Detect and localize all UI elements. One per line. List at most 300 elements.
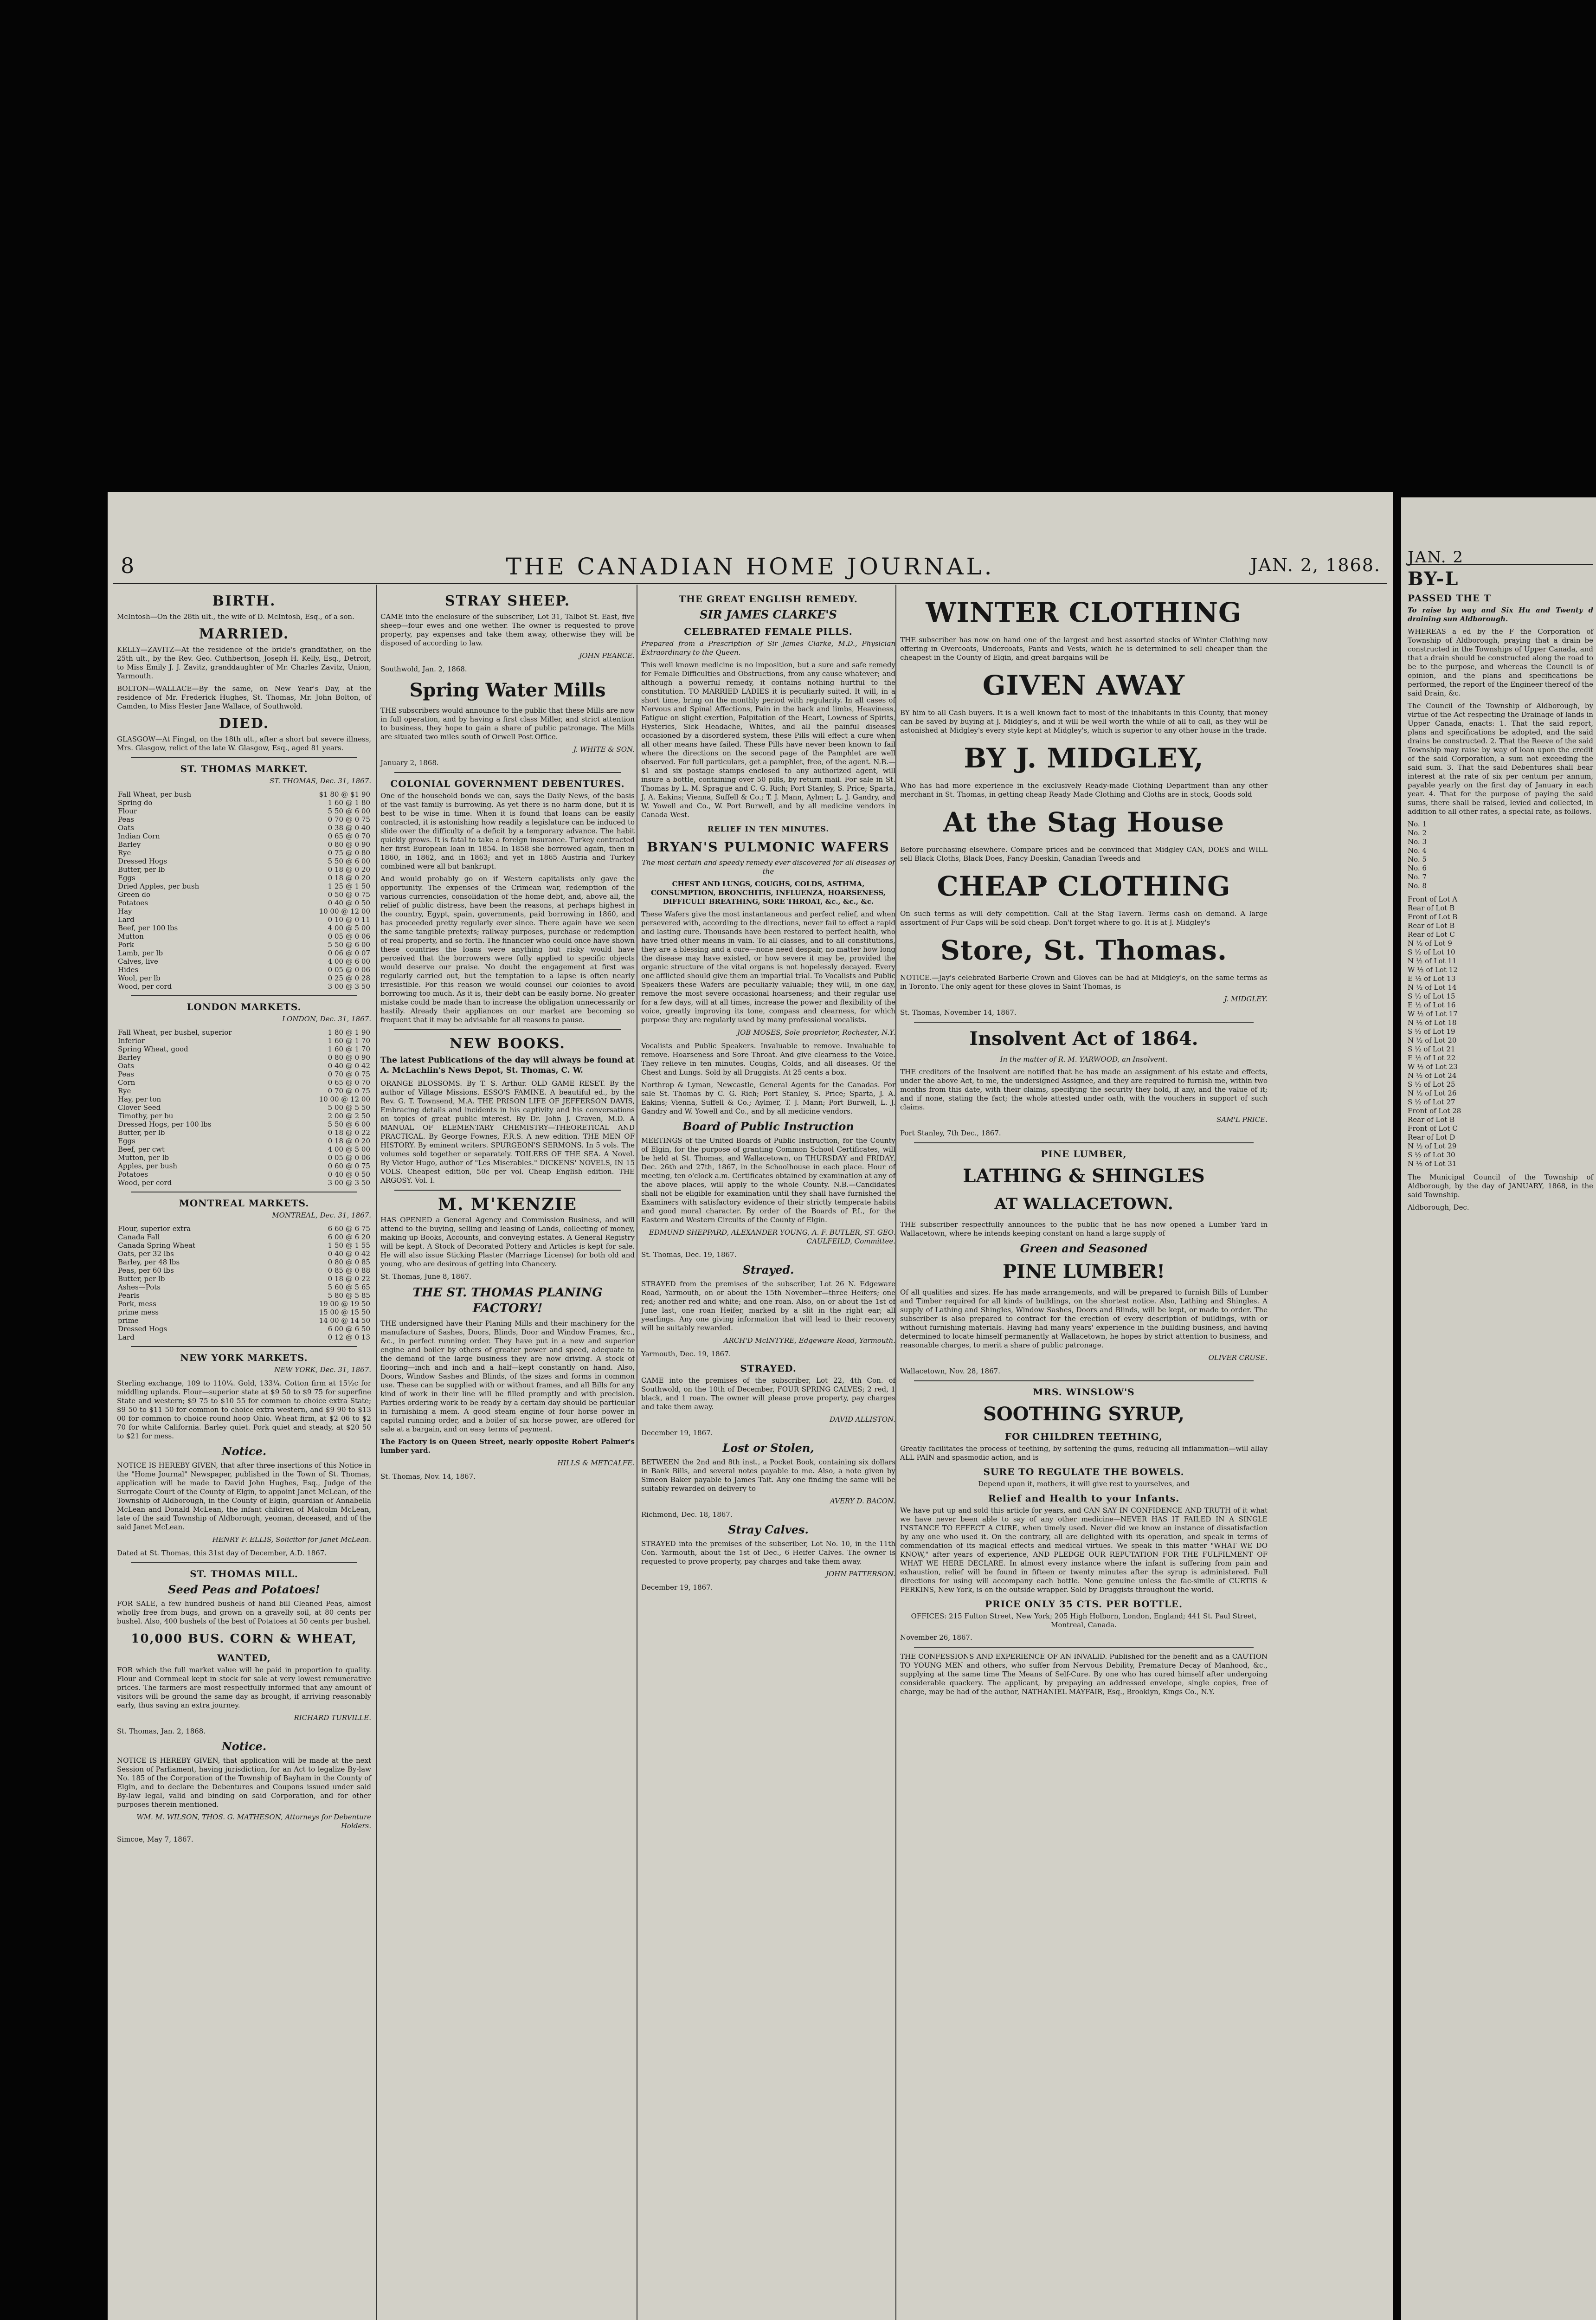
issue-date: JAN. 2, 1868. [1250,555,1381,575]
dateline: Simcoe, May 7, 1867. [117,1835,193,1843]
ad-note: NOTICE.—Jay's celebrated Barberie Crown and Gloves can be had at Midgley's, on the same terms as in Toronto. The only agent for these gloves in Saint Thomas, is [900,973,1268,991]
st-thomas-market-heading: ST. THOMAS MARKET. [180,763,308,774]
price-heading: PRICE ONLY 35 CTS. PER BOTTLE. [985,1598,1183,1610]
lot-item: Rear of Lot D [1408,1133,1455,1141]
commodity: Rye [118,1087,131,1095]
price: 0 18 @ 0 20 [328,1137,370,1145]
adjacent-page-content [1408,548,1593,1216]
lot-item: S ½ of Lot 15 [1408,992,1455,1000]
price: 1 25 @ 1 50 [328,882,370,890]
birth-heading: BIRTH. [212,593,276,609]
lot-item: E ½ of Lot 22 [1408,1054,1456,1062]
commodity: Timothy, per bu [118,1112,174,1120]
market-row [117,1062,371,1070]
market-row [117,1087,371,1095]
market-row [117,1250,371,1258]
bylaw-text: The Council of the Township of Aldborough, by virtue of the Act respecting the Drainage of lands in Upper Canada, enacts: 1. That the said report, plans and specifications be adopted, and the said drains be constructed. 2. That the Reeve of the said Township may raise by way of loan upon the credit of the said Corporation, a sum not exceeding the said sum. 3. That the said Debentures shall bear interest at the rate of six per centum per annum, payable yearly on the first day of January in each year. 4. That for the purpose of paying the said sums, there shall be raised, levied and collected, in addition to all other rates, a special rate, as follows. [1408,702,1593,816]
price: 0 40 @ 0 50 [328,899,370,907]
commodity: Pearls [118,1291,140,1300]
commodity: Apples, per bush [118,1162,177,1170]
planing-factory-heading: THE ST. THOMAS PLANING FACTORY! [412,1286,603,1315]
commodity: Wood, per cord [118,982,172,991]
pine-lumber-heading: PINE LUMBER, [1041,1148,1127,1160]
market-row [117,1095,371,1103]
column-4 [900,589,1268,1700]
commodity: Calves, live [118,957,158,966]
offices-text: OFFICES: 215 Fulton Street, New York; 205 High Holborn, London, England; 441 St. Paul Street, Montreal, Canada. [911,1612,1257,1629]
new-york-markets-heading: NEW YORK MARKETS. [180,1352,308,1363]
strayed-heading: STRAYED. [740,1363,797,1374]
price: $1 80 @ $1 90 [319,790,370,799]
notice-text: THE creditors of the Insolvent are notified that he has made an assignment of his estate and effects, under the above Act, to me, the undersigned Assignee, and they are required to furnish me, within two months from this date, with their claims, specifying the security they hold, if any, and the value of it; and if none, stating the fact; the whole attested under oath, with the vouchers in support of such claims. [900,1068,1268,1111]
commodity: Eggs [118,874,135,882]
market-row [117,915,371,924]
commodity: Dressed Hogs [118,1325,167,1333]
lot-item: W ½ of Lot 23 [1408,1063,1458,1071]
signature: ARCH'D McINTYRE, Edgeware Road, Yarmouth. [723,1336,895,1345]
market-row [117,1233,371,1241]
market-row [117,1120,371,1128]
commodity: Lamb, per lb [118,949,163,957]
notice-heading: Notice. [221,1444,267,1458]
commodity: Peas [118,1070,134,1078]
books-list: ORANGE BLOSSOMS. By T. S. Arthur. OLD GAME RESET. By the author of Village Missions. ESSO'S FAMINE. A beautiful ed., by the Rev. G. T. Townsend, M.A. THE PRISON LIFE OF JEFFERSON DAVIS, Embracing details and incidents in his captivity and his conversations on topics of great public interest. By Dr. John J. Craven, M.D. A MANUAL OF ELEMENTARY CHEMISTRY—THEORETICAL AND PRACTICAL. By George Fownes, F.R.S. A new edition. THE MEN OF HISTORY. By eminent writers. SPURGEON'S SERMONS. In 5 vols. The volumes sold together or separately. TOILERS OF THE SEA. A Novel. By Victor Hugo, author of "Les Miserables." DICKENS' NOVELS, IN 15 VOLS. Cheapest edition, 50c per vol. Cheap English edition. THE ARGOSY. Vol. I. [380,1079,635,1185]
ad-text: These Wafers give the most instantaneous and perfect relief, and when persevered with, according to the directions, never fail to effect a rapid and lasting cure. Thousands have been restored to perfect health, who have tried other means in vain. To all classes, and to all constitutions, they are a blessing and a cure—none need despair, no matter how long the disease may have existed, or how severe it may be, provided the organic structure of the vital organs is not hopelessly decayed. Every one afflicted should give them an impartial trial. To Vocalists and Public Speakers these Wafers are peculiarly valuable; they will, in one day, remove the most severe occasional hoarseness; and their regular use for a few days, will at all times, increase the power and flexibility of the voice, greatly improving its tone, compass and clearness, for which purpose they are regularly used by many professional vocalists. [641,910,895,1024]
birth-notice: McIntosh—On the 28th ult., the wife of D. McIntosh, Esq., of a son. [117,612,354,621]
stray-sheep-heading: STRAY SHEEP. [444,593,571,609]
divider [131,1562,357,1563]
commodity: Green do [118,890,150,899]
market-date: NEW YORK, Dec. 31, 1867. [274,1366,371,1374]
market-row [117,941,371,949]
price: 6 60 @ 6 75 [328,1224,370,1233]
market-row [117,1275,371,1283]
lot-item: N ½ of Lot 14 [1408,983,1457,992]
market-row [117,957,371,966]
london-markets-heading: LONDON MARKETS. [187,1001,302,1012]
lot-item: No. 5 [1408,855,1427,864]
price: 3 00 @ 3 50 [328,1179,370,1187]
market-row [117,899,371,907]
price: 5 50 @ 6 00 [328,857,370,865]
death-notice: GLASGOW—At Fingal, on the 18th ult., after a short but severe illness, Mrs. Glasgow, relict of the late W. Glasgow, Esq., aged 81 years. [117,735,371,752]
market-row [117,949,371,957]
relief-health-heading: Relief and Health to your Infants. [988,1493,1180,1504]
dateline: Yarmouth, Dec. 19, 1867. [641,1350,731,1358]
ad-text: CAME into the premises of the subscriber, Lot 22, 4th Con. of Southwold, on the 10th of December, FOUR SPRING CALVES; 2 red, 1 black, and 1 roan. The owner will please prove property, pay charges and take them away. [641,1376,895,1411]
price: 0 80 @ 0 90 [328,840,370,849]
market-row [117,1070,371,1078]
market-row [117,807,371,815]
market-table [117,1028,371,1187]
notice-heading: Notice. [221,1740,267,1753]
commodity: Oats, per 32 lbs [118,1250,174,1258]
market-row [117,974,371,982]
commodity: Butter, per lb [118,865,165,874]
price: 0 70 @ 0 75 [328,1087,370,1095]
bylaw-heading: BY-L [1408,568,1459,590]
commodity: Oats [118,824,134,832]
commodity: Spring Wheat, good [118,1045,188,1053]
price: 1 60 @ 1 70 [328,1045,370,1053]
price: 0 75 @ 0 80 [328,849,370,857]
price: 5 50 @ 6 00 [328,1120,370,1128]
price: 0 65 @ 0 70 [328,832,370,840]
commodity: Hay [118,907,132,915]
price: 0 05 @ 0 06 [328,1154,370,1162]
price: 1 80 @ 1 90 [328,1028,370,1037]
commodity: Inferior [118,1037,145,1045]
commodity: Hides [118,966,139,974]
signature: JOHN PATTERSON. [825,1570,895,1578]
market-row [117,1241,371,1250]
lot-item: W ½ of Lot 17 [1408,1010,1458,1018]
ad-text: THE subscriber has now on hand one of the largest and best assorted stocks of Winter Clothing now offering in Overcoats, Undercoats, Pants and Vests, which he is determined to sell cheaper than the cheapest in the County of Elgin, and great bargains will be [900,636,1268,662]
winter-clothing-heading: WINTER CLOTHING [926,597,1242,628]
page-number: 8 [121,553,135,578]
midgley-heading: BY J. MIDGLEY, [964,742,1204,774]
lot-item: Front of Lot B [1408,913,1458,921]
market-row [117,1325,371,1333]
signature: HENRY F. ELLIS, Solicitor for Janet McLean. [212,1535,371,1544]
market-row [117,1266,371,1275]
ad-text: CAME into the enclosure of the subscriber, Lot 31, Talbot St. East, five sheep—four ewes and one wether. The owner is requested to prove property, pay expenses and take them away, otherwise they will be disposed of according to law. [380,612,635,647]
ad-text: THE subscribers would announce to the public that these Mills are now in full operation, and by having a first class Miller, and strict attention to business, they hope to gain a share of public patronage. The Mills are situated two miles south of Orwell Post Office. [380,706,635,741]
price: 10 00 @ 12 00 [319,1095,370,1103]
price: 0 85 @ 0 88 [328,1266,370,1275]
market-table [117,1224,371,1341]
commodity: Canada Fall [118,1233,160,1241]
commodity: Beef, per cwt [118,1145,165,1154]
dateline: St. Thomas, Jan. 2, 1868. [117,1727,206,1735]
lot-item: N ½ of Lot 20 [1408,1036,1457,1044]
lot-item: No. 8 [1408,882,1427,890]
dateline: November 26, 1867. [900,1633,972,1642]
ad-text: Depend upon it, mothers, it will give rest to yourselves, and [978,1480,1190,1488]
market-row [117,857,371,865]
dateline: Aldborough, Dec. [1408,1203,1469,1212]
ad-text: BETWEEN the 2nd and 8th inst., a Pocket Book, containing six dollars in Bank Bills, and several notes payable to me. Also, a note given by Simeon Baker payable to James Tait. Any one finding the same will be suitably rewarded on delivery to [641,1458,895,1493]
signature: JOB MOSES, Sole proprietor, Rochester, N.Y. [737,1028,895,1037]
commodity: Butter, per lb [118,1128,165,1137]
price: 14 00 @ 14 50 [319,1316,370,1325]
dateline: January 2, 1868. [380,759,439,767]
notice-text: NOTICE IS HEREBY GIVEN, that after three insertions of this Notice in the "Home Journal" Newspaper, published in the Town of St. Thomas, application will be made to David John Hughes, Esq., Judge of the Surrogate Court of the County of Elgin, to appoint Janet McLean, of the Township of Aldborough, in the County of Elgin, guardian of Annabella McLean and Donald McLean, the infant children of Malcolm McLean, late of the said Township of Aldborough, yeoman, deceased, and of the said Janet McLean. [117,1461,371,1531]
price: 1 50 @ 1 55 [328,1241,370,1250]
commodity: Peas [118,815,134,824]
commodity: Rye [118,849,131,857]
column-divider [895,585,896,2320]
soothing-syrup-heading: SOOTHING SYRUP, [983,1403,1184,1425]
ad-text: Greatly facilitates the process of teething, by softening the gums, reducing all inflammation—will allay ALL PAIN and spasmodic action, and is [900,1444,1268,1462]
board-heading: Board of Public Instruction [682,1120,854,1133]
market-row [117,1137,371,1145]
notice-text: MEETINGS of the United Boards of Public Instruction, for the County of Elgin, for the purpose of granting Common School Certificates, will be held at St. Thomas, and Wallacetown, on THURSDAY and FRIDAY, Dec. 26th and 27th, 1867, in the Schoolhouse in each place. Hour of meeting, ten o'clock a.m. Certificates obtained by examination at any of the above places, will apply to the whole County. N.B.—Candidates shall not be eligible for examination until they shall have furnished the Examiners with satisfactory evidence of their strictly temperate habits and good moral character. By order of the Boards of P.I., for the Eastern and Western Circuits of the County of Elgin. [641,1136,895,1224]
market-row [117,1128,371,1137]
price: 0 12 @ 0 13 [328,1333,370,1341]
ad-subheading: Prepared from a Prescription of Sir James Clarke, M.D., Physician Extraordinary to the Queen. [641,639,895,657]
market-report: Sterling exchange, 109 to 110¼. Gold, 133¼. Cotton firm at 15½c for middling uplands. Flour—superior state at $9 50 to $9 75 for superfine State and western; $9 75 to $10 55 for common to choice extra State; $9 50 to $11 50 for common to choice extra western, and $9 90 to $13 00 for common to choice round hoop Ohio. Wheat firm, at $2 06 to $2 70 for white California. Barley quiet. Pork quiet and steady, at $20 50 to $21 for mess. [117,1379,371,1440]
price: 5 60 @ 5 65 [328,1283,370,1291]
price: 4 00 @ 6 00 [328,957,370,966]
price: 4 00 @ 5 00 [328,1145,370,1154]
market-row [117,1316,371,1325]
dateline: December 19, 1867. [641,1429,713,1437]
lot-item: N ½ of Lot 11 [1408,957,1457,965]
lot-item: S ½ of Lot 25 [1408,1080,1455,1089]
wanted-heading: WANTED, [217,1652,271,1663]
dateline: Port Stanley, 7th Dec., 1867. [900,1129,1001,1137]
lot-item: No. 7 [1408,873,1427,881]
price: 1 60 @ 1 80 [328,799,370,807]
dateline: Dated at St. Thomas, this 31st day of December, A.D. 1867. [117,1549,327,1557]
market-row [117,1037,371,1045]
price: 0 18 @ 0 20 [328,865,370,874]
dateline: St. Thomas, Nov. 14, 1867. [380,1472,476,1481]
lot-item: No. 6 [1408,864,1427,872]
market-row [117,1179,371,1187]
marriage-notice: BOLTON—WALLACE—By the same, on New Year's Day, at the residence of Mr. Frederick Hughes, St. Thomas, Mr. John Bolton, of Camden, to Miss Hester Jane Wallace, of Southwold. [117,684,371,710]
signature: RICHARD TURVILLE. [294,1714,371,1722]
books-intro: The latest Publications of the day will always be found at A. McLachlin's News Depot, St. Thomas, C. W. [380,1056,635,1075]
newspaper-page [108,492,1393,2320]
lot-list [1408,895,1593,1168]
commodity: Butter, per lb [118,1275,165,1283]
commodity: Flour, superior extra [118,1224,191,1233]
notice-text: NOTICE IS HEREBY GIVEN, that application will be made at the next Session of Parliament, having jurisdiction, for an Act to legalize By-law No. 185 of the Corporation of the Township of Bayham in the County of Elgin, and to declare the Debentures and Coupons issued under said By-law legal, valid and binding on said Corporation, and for other purposes therein mentioned. [117,1756,371,1809]
signature: OLIVER CRUSE. [1208,1353,1268,1362]
market-row [117,1112,371,1120]
ad-agents: Northrop & Lyman, Newcastle, General Agents for the Canadas. For sale St. Thomas by C. G. Rich; Port Stanley, S. Price; Sparta, J. A. Eakins; Vienna, Suffell & Co.; Aylmer, T. J. Mann; Port Burwell, L. J. Gandry and W. Yowell and Co., and by all medicine vendors. [641,1081,895,1115]
commodity: Ashes—Pots [118,1283,161,1291]
market-row [117,1045,371,1053]
masthead: THE CANADIAN HOME JOURNAL. [506,553,995,580]
column-3 [641,589,895,1596]
commodity: Wool, per lb [118,974,161,982]
market-table [117,790,371,991]
commodity: Spring do [118,799,153,807]
ad-subheading: The most certain and speedy remedy ever discovered for all diseases of the [642,858,895,876]
store-heading: Store, St. Thomas. [940,934,1228,966]
female-pills-heading: CELEBRATED FEMALE PILLS. [684,626,853,637]
pulmonic-wafers-heading: BRYAN'S PULMONIC WAFERS [647,839,890,855]
signature: SAM'L PRICE. [1216,1115,1268,1124]
married-heading: MARRIED. [199,626,290,642]
price: 6 00 @ 6 50 [328,1325,370,1333]
market-row [117,1333,371,1341]
mill-subheading: Seed Peas and Potatoes! [168,1583,320,1596]
spring-water-mills-heading: Spring Water Mills [409,679,606,701]
adjacent-page [1401,497,1596,2320]
marriage-notice: KELLY—ZAVITZ—At the residence of the bride's grandfather, on the 25th ult., by the Rev. Geo. Cuthbertson, Joseph H. Kelly, Esq., Detroit, to Miss Emily J. J. Zavitz, granddaughter of Mr. Charles Zavitz, Union, Yarmouth. [117,645,371,680]
commodity: Mutton, per lb [118,1154,169,1162]
market-row [117,1028,371,1037]
ad-text: On such terms as will defy competition. Call at the Stag Tavern. Terms cash on demand. A large assortment of Fur Caps will be sold cheap. Don't forget where to go. It is at J. Midgley's [900,909,1268,927]
market-row [117,799,371,807]
market-row [117,824,371,832]
mckenzie-heading: M. M'KENZIE [438,1195,577,1214]
commodity: Dressed Hogs, per 100 lbs [118,1120,212,1128]
divider [914,1647,1254,1648]
market-row [117,1308,371,1316]
market-row [117,1291,371,1300]
mill-heading: ST. THOMAS MILL. [190,1568,298,1579]
market-row [117,1145,371,1154]
price: 0 25 @ 0 28 [328,974,370,982]
commodity: prime [118,1316,139,1325]
lathing-heading: LATHING & SHINGLES [963,1165,1205,1187]
price: 0 18 @ 0 22 [328,1275,370,1283]
lot-item: No. 3 [1408,838,1427,846]
market-row [117,1283,371,1291]
lot-item: N ½ of Lot 29 [1408,1142,1457,1150]
ad-text: Before purchasing elsewhere. Compare prices and be convinced that Midgley CAN, DOES and WILL sell Black Cloths, Black Does, Fancy Doeskin, Canadian Tweeds and [900,845,1268,863]
market-row [117,1258,371,1266]
disease-list: CHEST AND LUNGS, COUGHS, COLDS, ASTHMA, CONSUMPTION, BRONCHITIS, INFLUENZA, HOARSENESS, DIFFICULT BREATHING, SORE THROAT, &c., &c., &c. [650,880,886,906]
price: 5 50 @ 6 00 [328,941,370,949]
divider [131,1346,357,1347]
bylaw-text: WHEREAS a ed by the F the Corporation of Township of Aldborough, praying that a drain be constructed in the Townships of Upper Canada, and that a drain should be constructed along the road to be to the purpose, and whereas the Council is of opinion, and the plans and specifications be performed, the report of the Engineer thereof of the said Drain, &c. [1408,627,1593,697]
commodity: Fall Wheat, per bushel, superior [118,1028,232,1037]
market-row [117,882,371,890]
lot-item: S ½ of Lot 19 [1408,1027,1455,1036]
lot-item: W ½ of Lot 12 [1408,966,1458,974]
commodity: Hay, per ton [118,1095,161,1103]
price: 0 05 @ 0 06 [328,966,370,974]
lot-item: N ½ of Lot 9 [1408,939,1452,947]
lot-item: Rear of Lot C [1408,930,1455,939]
price: 2 00 @ 2 50 [328,1112,370,1120]
market-row [117,932,371,941]
price: 0 50 @ 0 75 [328,890,370,899]
lot-item: E ½ of Lot 13 [1408,974,1456,983]
price: 0 38 @ 0 40 [328,824,370,832]
wallacetown-heading: AT WALLACETOWN. [994,1195,1173,1213]
ad-text: THE CONFESSIONS AND EXPERIENCE OF AN INVALID. Published for the benefit and as a CAUTION TO YOUNG MEN and others, who suffer from Nervous Debility, Premature Decay of Manhood, &c., supplying at the same time The Means of Self-Cure. By one who has cured himself after undergoing considerable quackery. The applicant, by prepaying an addressed envelope, single copies, free of charge, may be had of the author, NATHANIEL MAYFAIR, Esq., Brooklyn, Kings Co., N.Y. [900,1652,1268,1696]
price: 0 18 @ 0 22 [328,1128,370,1137]
divider [914,1380,1254,1381]
price: 1 60 @ 1 70 [328,1037,370,1045]
market-row [117,1224,371,1233]
lot-item: Front of Lot 28 [1408,1107,1461,1115]
commodity: Fall Wheat, per bush [118,790,192,799]
stag-house-heading: At the Stag House [943,806,1225,838]
market-row [117,890,371,899]
commodity: prime mess [118,1308,159,1316]
commodity: Lard [118,915,135,924]
lot-item: S ½ of Lot 27 [1408,1098,1455,1106]
ad-text: THE undersigned have their Planing Mills and their machinery for the manufacture of Sashes, Doors, Blinds, Door and Window Frames, &c., &c., in perfect running order. They have put in a new and superior engine and boiler by others of greater power and speed, adequate to the demand of the large business they are now driving. A stock of flooring—inch and inch and a half—kept constantly on hand. Also, Doors, Window Sashes and Blinds, of the sizes and forms in common use. These can be supplied with or without frames, and all Bills for any kind of work in their line will be filled promptly and with precision. Parties ordering work to be ready by a certain day should be particular in furnishing a mem. A good steam engine of four horse power in capital running order, and a boiler of six horse power, are offered for sale at a bargain, and on easy terms of payment. [380,1319,635,1433]
dateline: St. Thomas, June 8, 1867. [380,1272,471,1281]
column-divider [376,585,377,2320]
price: 0 40 @ 0 42 [328,1250,370,1258]
price: 0 40 @ 0 42 [328,1062,370,1070]
price: 5 80 @ 5 85 [328,1291,370,1300]
article-text: One of the household bonds we can, says the Daily News, of the basis of the vast family is burrowing. As yet there is no harm done, but it is best to be wise in time. When it is found that loans can be easily contracted, it is astonishing how readily a legislature can be induced to slide over the difficulty of a deficit by a temporary advance. The habit quickly grows. It is fatal to take a foreign insurance. Turkey contracted her first European loan in 1854. In 1858 she borrowed again, then in 1860, in 1862, and in 1863; and yet in 1865 Austria and Turkey combined were all but bankrupt. [380,792,635,870]
commodity: Barley, per 48 lbs [118,1258,180,1266]
divider [131,995,357,996]
ad-text: THE subscriber respectfully announces to the public that he has now opened a Lumber Yard in Wallacetown, where he intends keeping constant on hand a large supply of [900,1220,1268,1237]
commodity: Canada Spring Wheat [118,1241,196,1250]
lot-item: No. 4 [1408,846,1427,855]
commodity: Barley [118,840,141,849]
died-heading: DIED. [219,715,270,732]
lot-item: Rear of Lot B [1408,1115,1455,1124]
market-date: ST. THOMAS, Dec. 31, 1867. [270,777,371,785]
price: 0 06 @ 0 07 [328,949,370,957]
article-heading: COLONIAL GOVERNMENT DEBENTURES. [390,778,625,789]
green-seasoned-heading: Green and Seasoned [1020,1242,1148,1255]
signature: AVERY D. BACON. [830,1497,895,1505]
market-row [117,874,371,882]
relief-heading: RELIEF IN TEN MINUTES. [708,825,829,833]
market-row [117,1103,371,1112]
commodity: Wood, per cord [118,1179,172,1187]
strayed-heading: Strayed. [742,1263,794,1276]
dateline: St. Thomas, Dec. 19, 1867. [641,1250,737,1259]
stray-calves-heading: Stray Calves. [728,1523,809,1536]
remedy-heading: THE GREAT ENGLISH REMEDY. [679,593,858,605]
issue-date: JAN. 2 [1408,548,1464,567]
lot-item: S ½ of Lot 21 [1408,1045,1455,1053]
corn-wheat-heading: 10,000 BUS. CORN & WHEAT, [131,1632,357,1646]
lot-item: N ½ of Lot 18 [1408,1018,1457,1027]
market-row [117,924,371,932]
commodity: Pork [118,941,134,949]
regulate-heading: SURE TO REGULATE THE BOWELS. [983,1466,1184,1477]
price: 5 50 @ 6 00 [328,807,370,815]
divider [131,757,357,758]
commodity: Peas, per 60 lbs [118,1266,174,1275]
ad-text: FOR SALE, a few hundred bushels of hand bill Cleaned Peas, almost wholly free from bugs, and grown on a gravelly soil, at 80 cents per bushel. Also, 400 bushels of the best of Potatoes at 50 cents per bushel. [117,1599,371,1625]
lot-item: Rear of Lot B [1408,922,1455,930]
signature: JOHN PEARCE. [579,651,635,660]
article-text: And would probably go on if Western capitalists only gave the opportunity. The expenses of the Crimean war, redemption of the various currencies, consolidation of the home debt, and, above all, the relief of public distress, have been the reasons, at perhaps highest in the country, Egypt, spain, governments, paid borrowing in 1860, and has proceeded pretty regularly ever since. There again have we seen the same tangible pretexts; railway purposes, purchase or redemption of real property, and so forth. The financier who could once have shown these countries the loans were anything but risky would have perceived that the borrowers were fully applied to specific objects would deserve our praise. No doubt the engagement at first was regularly carried out, but the temptation to a lapse is often nearly irresistible. For this reason we would counsel our colonies to avoid borrowing too much. As it is, their debt can be easily borne. No greater mistake could be made than to increase the obligation unnecessarily or hastily. Already their appliances on our market are becoming so frequent that it may be advisable for all reasons to pause. [380,875,635,1024]
sir-james-clarke-heading: SIR JAMES CLARKE'S [700,608,837,621]
lot-item: N ½ of Lot 31 [1408,1160,1457,1168]
ad-text: Who has had more experience in the exclusively Ready-made Clothing Department than any other merchant in St. Thomas, in getting cheap Ready Made Clothing and Cloths are in stock, Goods sold [900,781,1268,799]
ad-text: This well known medicine is no imposition, but a sure and safe remedy for Female Difficulties and Obstructions, from any cause whatever; and although a powerful remedy, it contains nothing hurtful to the constitution. TO MARRIED LADIES it is peculiarly suited. It will, in a short time, bring on the monthly period with regularity. In all cases of Nervous and Spinal Affections, Pain in the back and limbs, Heaviness, Fatigue on slight exertion, Palpitation of the Heart, Lowness of Spirits, Hysterics, Sick Headache, Whites, and all the painful diseases occasioned by a disordered system, these Pills will effect a cure when all other means have failed. These Pills have never been known to fail where the directions on the second page of the Pamphlet are well observed. For full particulars, get a pamphlet, free, of the agent. N.B.—$1 and six postage stamps enclosed to any authorized agent, will insure a bottle, containing over 50 pills, by return mail. For sale in St. Thomas by L. M. Sprague and C. G. Rich; Port Stanley, S. Price; Sparta, J. A. Eakins; Vienna, Suffell & Co.; T. J. Mann, Aylmer; L. J. Gandry, and W. Yowell and Co., W. Port Burwell, and by all medicine vendors in Canada West. [641,661,895,819]
commodity: Dried Apples, per bush [118,882,200,890]
column-2 [380,589,635,1485]
market-row [117,1300,371,1308]
price: 0 60 @ 0 75 [328,1162,370,1170]
market-row [117,865,371,874]
commodity: Corn [118,1078,135,1087]
lot-item: Rear of Lot B [1408,904,1455,912]
given-away-heading: GIVEN AWAY [982,670,1185,701]
commodity: Dressed Hogs [118,857,167,865]
ad-text: STRAYED from the premises of the subscriber, Lot 26 N. Edgeware Road, Yarmouth, on or about the 15th November—three Heifers; one red; another red and white; and one roan. Also, on or about the 1st of June last, one roan Heifer, marked by a slit in the right ear; all yearlings. Any one giving information that will lead to their recovery will be suitably rewarded. [641,1280,895,1332]
commodity: Potatoes [118,1170,148,1179]
market-row [117,832,371,840]
price: 3 00 @ 3 50 [328,982,370,991]
lot-item: No. 1 [1408,820,1427,828]
divider [394,1190,621,1191]
price: 19 00 @ 19 50 [319,1300,370,1308]
ad-text: STRAYED into the premises of the subscriber, Lot No. 10, in the 11th Con. Yarmouth, about the 1st of Dec., 6 Heifer Calves. The owner is requested to prove property, pay charges and take them away. [641,1540,895,1566]
header-rule [113,583,1387,584]
lot-item: No. 2 [1408,829,1427,837]
market-row [117,815,371,824]
signature: DAVID ALLISTON. [830,1415,895,1424]
signature: WM. M. WILSON, THOS. G. MATHESON, Attorneys for Debenture Holders. [136,1813,371,1830]
pine-lumber-big-heading: PINE LUMBER! [1003,1261,1165,1282]
market-row [117,1170,371,1179]
dateline: December 19, 1867. [641,1583,713,1592]
price: 0 70 @ 0 75 [328,815,370,824]
lot-item: N ½ of Lot 24 [1408,1071,1457,1080]
